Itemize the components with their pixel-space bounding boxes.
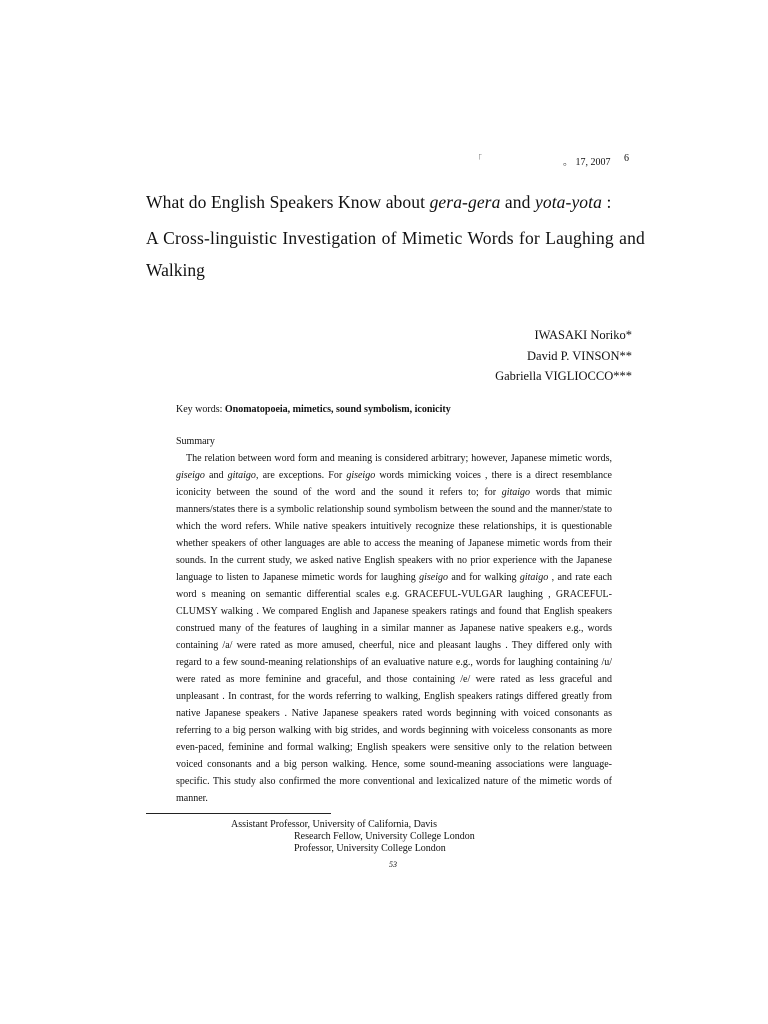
keywords-value: Onomatopoeia, mimetics, sound symbolism, iconicity xyxy=(224,404,451,415)
author-2: David P. VINSON** xyxy=(527,348,632,363)
author-3: Gabriella VIGLIOCCO*** xyxy=(495,369,632,383)
footnote-3: Professor, University College London xyxy=(294,843,446,854)
term-gitaigo: gitaigo xyxy=(227,470,256,481)
author-list xyxy=(495,325,632,387)
footnote-divider xyxy=(146,813,331,814)
footnote-1: Assistant Professor, University of California, Davis xyxy=(231,819,437,830)
page-number: 53 xyxy=(389,860,397,869)
keywords-label: Key words: xyxy=(176,404,225,415)
term-gitaigo: gitaigo xyxy=(501,487,531,498)
title-line-2: A Cross-linguistic Investigation of Mimetic Words for Laughing and xyxy=(146,228,645,248)
summary-paragraph xyxy=(176,450,612,807)
summary-body xyxy=(176,450,612,807)
issue-number: 6 xyxy=(624,153,629,164)
header-mark: 「 xyxy=(474,154,482,163)
author-1: IWASAKI Noriko* xyxy=(534,328,632,342)
summary-text: , and rate each word s meaning on semantic differential scales e.g. GRACEFUL-VULGAR laughing , GRACEFUL-CLUMSY walking . We compared English and Japanese speakers ratings and found that English speakers construed many of the features of laughing in a similar manner as Japanese native speakers e.g., words containing /a/ were rated as more amused, cheerful, nice and pleasant laughs . They differed only with regard to a few sound-meaning relationships of an evaluative nature e.g., words for laughing containing /u/ were rated as more feminine and graceful, and those containing /e/ were rated as less graceful and unpleasant . In contrast, for the words referring to walking, English speakers ratings differed greatly from native Japanese speakers . Native Japanese speakers rated words beginning with voiced consonants as referring to a big person walking with big strides, and words beginning with voiceless consonants as more even-paced, feminine and formal walking; English speakers were sensitive only to the relation between voiced consonants and a big person walking. Hence, some sound-meaning associations were language-specific. This study also confirmed the more conventional and lexicalized nature of the mimetic words of manner. xyxy=(176,572,612,804)
title-colon: : xyxy=(601,192,612,212)
summary-text: words mimicking voices , there is a direct resemblance iconicity between the sound of the word and the sound it refers to; for xyxy=(176,470,612,498)
term-giseigo: giseigo xyxy=(419,572,449,583)
title-mimetic-2: yota-yota xyxy=(534,192,602,212)
title-mimetic-1: gera-gera xyxy=(429,192,501,212)
title-conjunction: and xyxy=(500,192,535,212)
term-giseigo: giseigo xyxy=(346,470,376,481)
summary-text: The relation between word form and meaning is considered arbitrary; however, Japanese mimetic words, xyxy=(186,453,612,464)
title-line-1 xyxy=(146,192,646,213)
summary-text: , are exceptions. For xyxy=(255,470,347,481)
title-text: What do English Speakers Know about xyxy=(146,192,430,212)
footnote-2: Research Fellow, University College London xyxy=(294,831,475,842)
title-line-3: Walking xyxy=(146,260,205,280)
summary-text: and for walking xyxy=(448,572,520,583)
keywords xyxy=(176,404,451,415)
journal-volume: 。 17, 2007 xyxy=(563,157,611,168)
term-gitaigo: gitaigo xyxy=(519,572,549,583)
summary-heading: Summary xyxy=(176,436,215,447)
summary-text: and xyxy=(204,470,228,481)
summary-text: words that mimic manners/states there is a symbolic relationship sound symbolism between the sound and the manner/state to which the word refers. While native speakers intuitively recognize these relationships, it is questionable whether speakers of other languages are able to access the meaning of Japanese mimetic words from their sounds. In the current study, we asked native English speakers with no prior experience with the Japanese language to listen to Japanese mimetic words for laughing xyxy=(176,487,612,583)
term-giseigo: giseigo xyxy=(176,470,205,481)
